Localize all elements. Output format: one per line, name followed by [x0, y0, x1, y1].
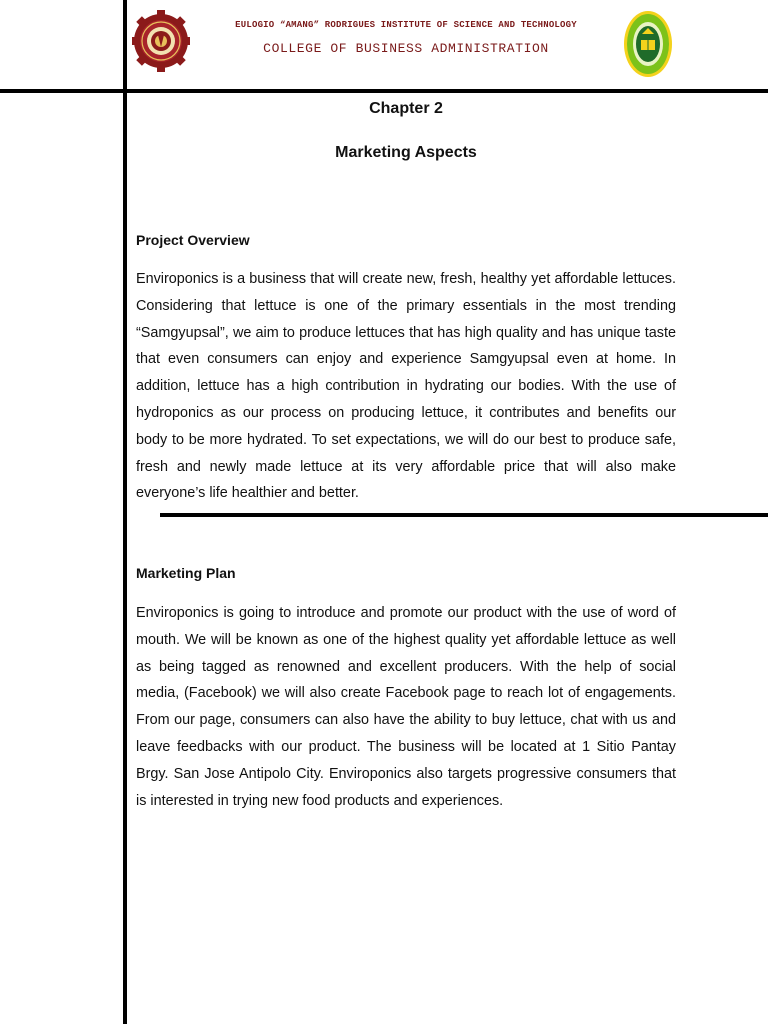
chapter-title: Chapter 2 [369, 100, 443, 117]
marketing-plan-paragraph: Enviroponics is going to introduce and promote our product with the use of word of mouth. We will be known as one of the highest quality yet affordable lettuce as well as being tagged as renowned and excellent producers. With the help of social media, (Facebook) we will also create Facebook page to reach lot of engagements. From our page, consumers can also have the ability to buy lettuce, chat with us and leave feedbacks with our product. The business will be located at 1 Sitio Pantay Brgy. San Jose Antipolo City. Enviroponics also targets progressive consumers that is interested in trying new food products and experiences. [136, 605, 676, 809]
left-margin-rule [123, 0, 127, 1024]
document-title: Marketing Aspects [335, 144, 477, 161]
institute-name: EULOGIO “AMANG” RODRIGUES INSTITUTE OF SCIENCE AND TECHNOLOGY [235, 20, 577, 30]
institute-seal-logo [132, 9, 190, 73]
college-seal-logo [622, 9, 674, 79]
header-rule [0, 89, 768, 93]
project-overview-paragraph: Enviroponics is a business that will create new, fresh, healthy yet affordable lettuces. Considering that lettuce is one of the primary essentials in the most trending “Samgyupsal”, we aim to produce lettuces that has high quality and has unique taste that even consumers can enjoy and experience Samgyupsal even at home. In addition, lettuce has a high contribution in hydrating our bodies. With the use of hydroponics as our process on producing lettuce, it contributes and benefits our body to be more hydrated. To set expectations, we will do our best to produce safe, fresh and newly made lettuce at its very affordable price that will also make everyone’s life healthier and better. [136, 271, 676, 502]
marketing-plan-heading: Marketing Plan [136, 565, 236, 581]
section-divider-rule [160, 513, 768, 517]
college-name: COLLEGE OF BUSINESS ADMINISTRATION [263, 41, 549, 56]
project-overview-heading: Project Overview [136, 232, 250, 248]
